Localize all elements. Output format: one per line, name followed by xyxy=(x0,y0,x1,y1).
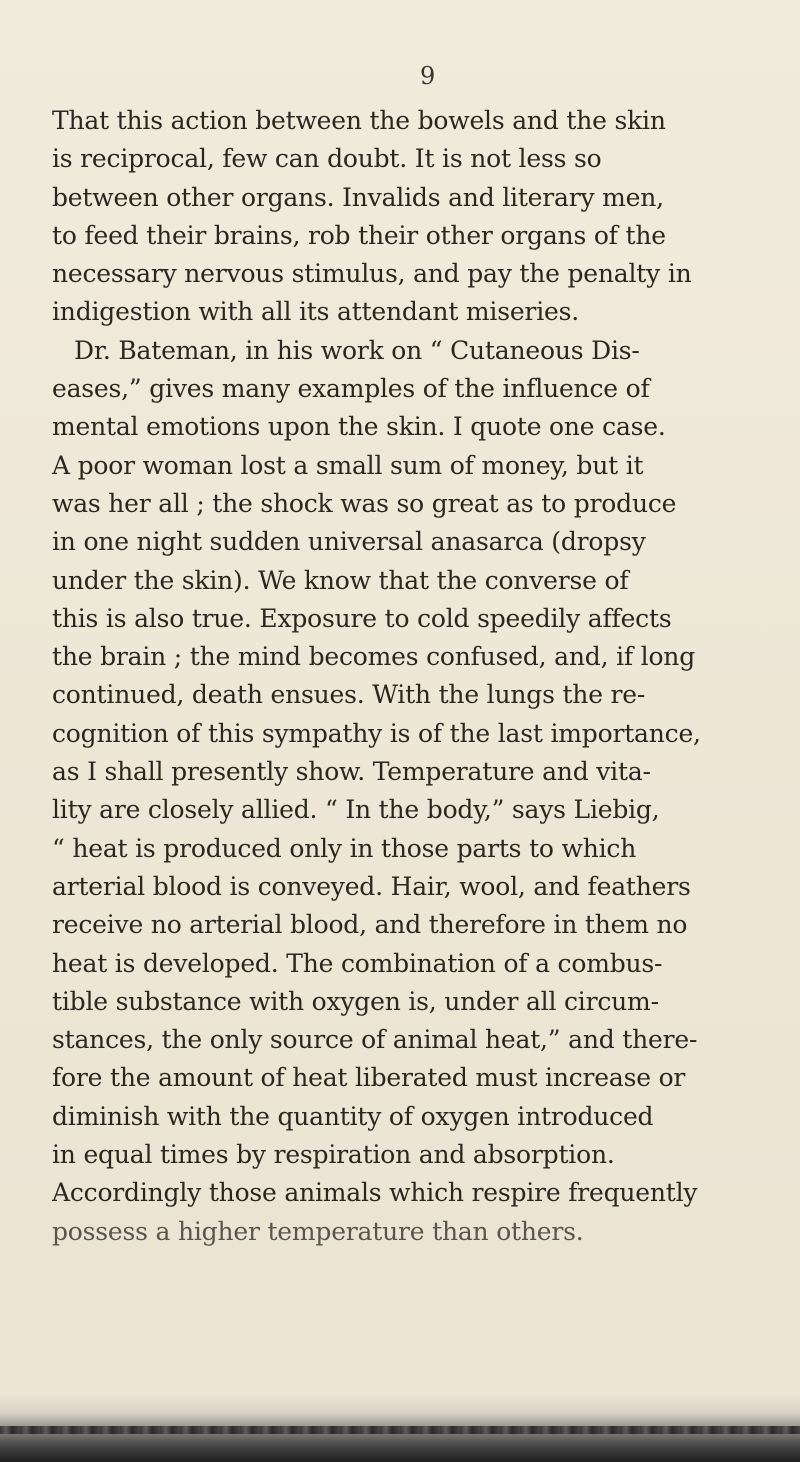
text-line: this is also true. Exposure to cold speedily affects xyxy=(52,603,672,633)
text-line: lity are closely allied. “ In the body,” says Liebig, xyxy=(52,795,660,825)
page-number: 9 xyxy=(420,62,436,90)
text-line: receive no arterial blood, and therefore in them no xyxy=(52,910,688,940)
text-line: necessary nervous stimulus, and pay the penalty in xyxy=(52,259,692,289)
text-line: eases,” gives many examples of the influence of xyxy=(52,374,650,404)
page-edge xyxy=(0,1426,800,1434)
text-line: tible substance with oxygen is, under all circum- xyxy=(52,986,659,1016)
text-line: That this action between the bowels and the skin xyxy=(52,106,666,135)
text-line: between other organs. Invalids and literary men, xyxy=(52,182,664,212)
text-line: Dr. Bateman, in his work on “ Cutaneous Dis- xyxy=(74,335,640,365)
text-line: heat is developed. The combination of a combus- xyxy=(52,948,663,978)
text-line: as I shall presently show. Temperature and vita- xyxy=(52,757,651,787)
text-line: arterial blood is conveyed. Hair, wool, and feathers xyxy=(52,871,691,901)
body-text xyxy=(52,102,800,1251)
text-line: continued, death ensues. With the lungs the re- xyxy=(52,680,646,710)
text-line: cognition of this sympathy is of the last importance, xyxy=(52,718,701,748)
text-line: indigestion with all its attendant miseries. xyxy=(52,297,579,327)
text-line: “ heat is produced only in those parts to which xyxy=(52,833,637,863)
text-line: the brain ; the mind becomes confused, and, if long xyxy=(52,642,696,672)
text-line: stances, the only source of animal heat,” and there- xyxy=(52,1025,698,1055)
text-line: was her all ; the shock was so great as to produce xyxy=(52,488,677,518)
text-line: diminish with the quantity of oxygen introduced xyxy=(52,1101,654,1131)
text-line: fore the amount of heat liberated must increase or xyxy=(52,1063,686,1093)
text-line: in equal times by respiration and absorption. xyxy=(52,1140,615,1170)
text-line: under the skin). We know that the converse of xyxy=(52,565,629,595)
text-line: A poor woman lost a small sum of money, but it xyxy=(52,450,644,480)
text-line: Accordingly those animals which respire frequently xyxy=(52,1178,698,1208)
text-line: in one night sudden universal anasarca (dropsy xyxy=(52,527,646,557)
text-line: to feed their brains, rob their other organs of the xyxy=(52,220,666,250)
text-line: possess a higher temperature than others. xyxy=(52,1216,584,1246)
text-line: mental emotions upon the skin. I quote one case. xyxy=(52,412,666,442)
text-line: is reciprocal, few can doubt. It is not less so xyxy=(52,144,602,174)
